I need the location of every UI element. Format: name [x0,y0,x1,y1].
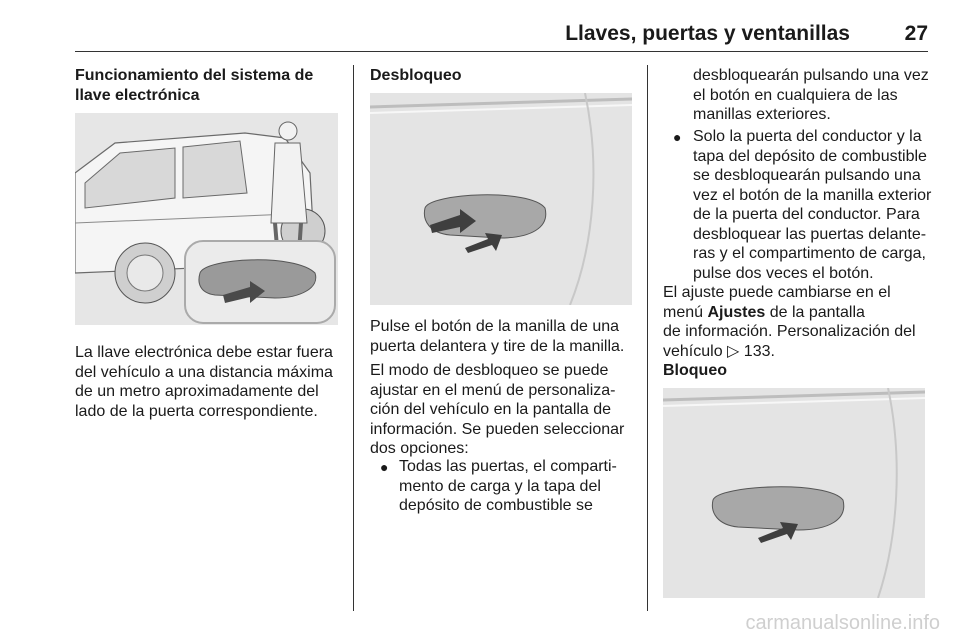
unlock-instruction-paragraph: Pulse el botón de la manilla de una puerta delantera y tire de la manilla. [370,318,625,355]
triangle-ref-icon[interactable]: ▷ [727,342,740,360]
door-handle-lock-illustration [663,388,925,598]
heading-keyless-operation: Funcionamiento del sistema de llave electrónica [75,67,314,104]
header-divider [75,51,928,52]
list-item: Solo la puerta del conductor y la tapa del depósito de combustible se desbloquearán pulsando una vez el botón de la manilla exterior de la puerta del conductor. Para desbloquear las puertas delante- ras y el compartimento de carga, pulse dos veces el botón. [693,128,932,282]
page-number: 27 [904,22,928,45]
bullet-icon: ● [380,459,389,475]
unlock-mode-paragraph: El modo de desbloqueo se puede ajustar en el menú de personaliza- ción del vehículo en la pantalla de información. Se pueden seleccionar dos opciones: [370,362,625,457]
watermark: carmanualsonline.info [745,612,940,634]
column-divider-2 [647,65,648,611]
list-item: Todas las puertas, el comparti- mento de carga y la tapa del depósito de combustible se [399,458,617,514]
page-reference[interactable]: 133. [739,342,775,360]
list-item-continued: desbloquearán pulsando una vez el botón en cualquiera de las manillas exteriores. [693,67,929,123]
column-divider-1 [353,65,354,611]
heading-unlocking: Desbloqueo [370,67,462,84]
bullet-icon: ● [673,129,682,145]
keyless-paragraph: La llave electrónica debe estar fuera del vehículo a una distancia máxima de un metro aproximadamente del lado de la puerta correspondiente. [75,344,333,420]
settings-menu-term: Ajustes [707,303,766,321]
door-handle-unlock-illustration [370,93,632,305]
section-title: Llaves, puertas y ventanillas [565,22,850,45]
keyless-car-illustration [75,113,338,325]
settings-paragraph: El ajuste puede cambiarse en el menú Ajustes de la pantalla de información. Personalización del vehículo ▷ 133. [663,284,916,360]
heading-locking: Bloqueo [663,362,727,379]
